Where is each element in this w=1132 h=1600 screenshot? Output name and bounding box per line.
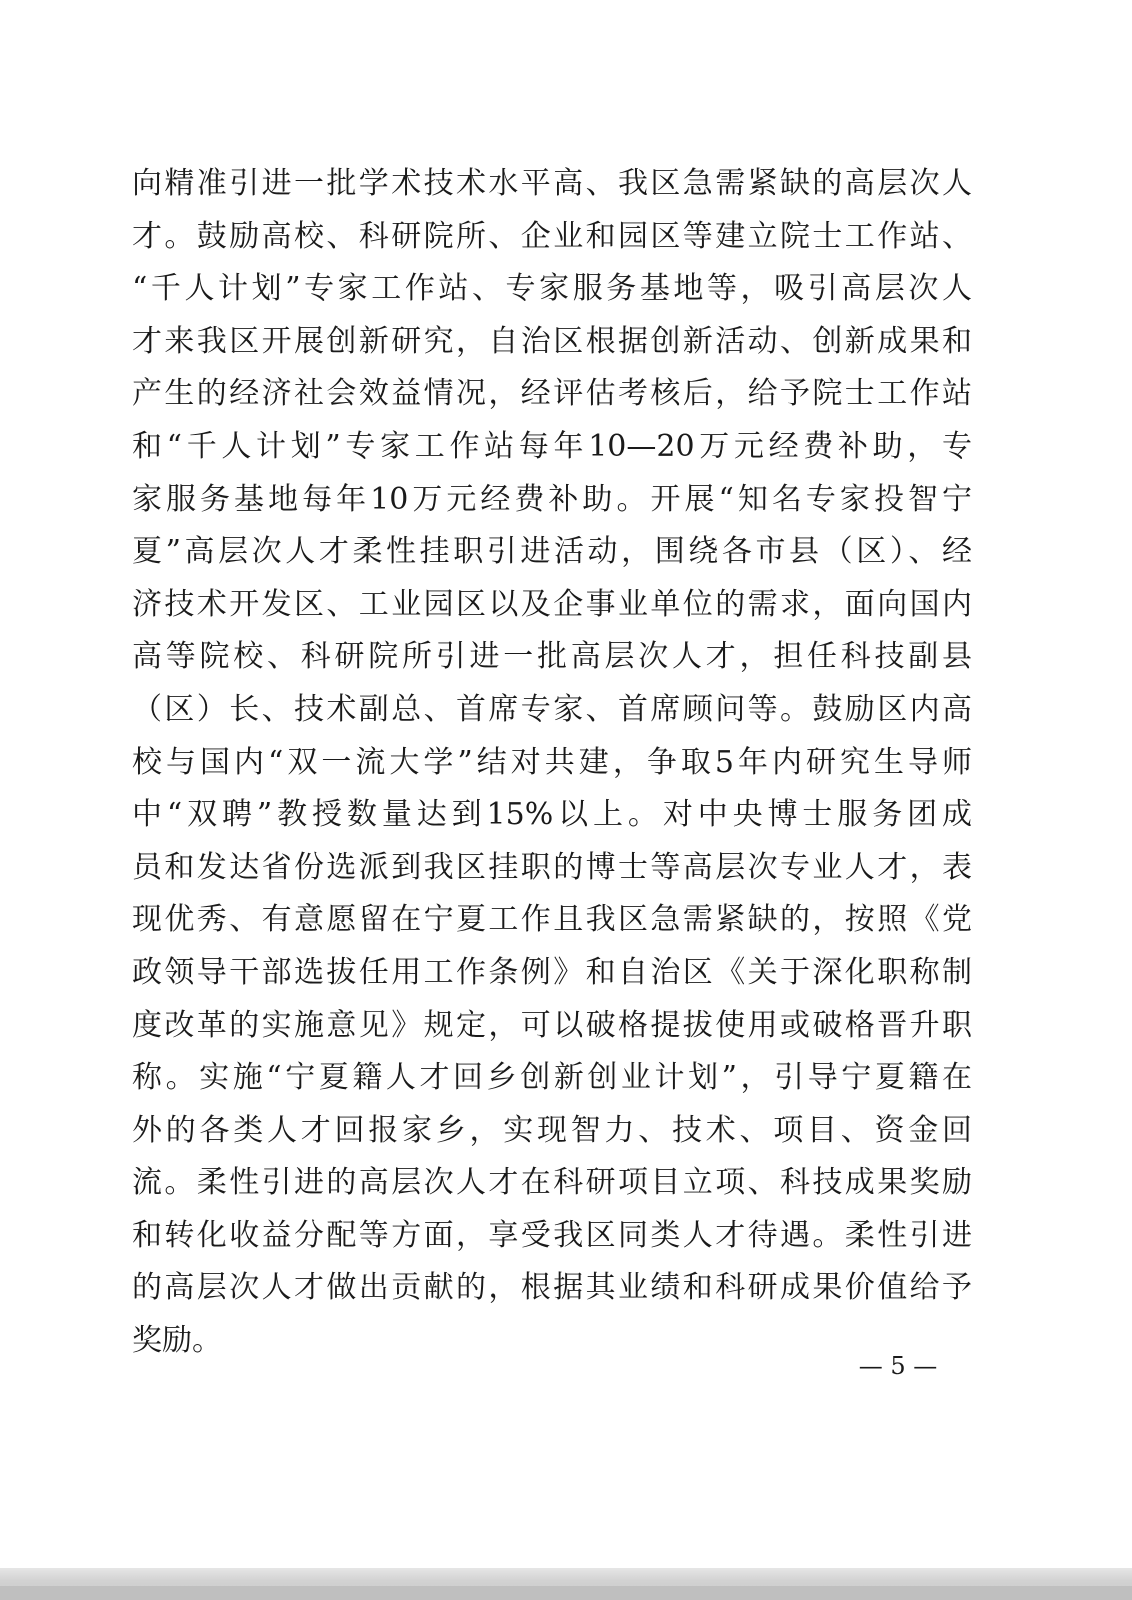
text-line: 和“千人计划”专家工作站每年10—20万元经费补助，专 <box>132 428 972 464</box>
text-line: 的高层次人才做出贡献的，根据其业绩和科研成果价值给予 <box>132 1270 972 1306</box>
text-line: 高等院校、科研院所引进一批高层次人才，担任科技副县 <box>132 639 972 675</box>
text-line: 流。柔性引进的高层次人才在科研项目立项、科技成果奖励 <box>132 1165 972 1201</box>
text-line: 才来我区开展创新研究，自治区根据创新活动、创新成果和 <box>132 323 972 359</box>
text-line: 外的各类人才回报家乡，实现智力、技术、项目、资金回 <box>132 1112 972 1148</box>
page-number: — 5 — <box>858 1352 938 1380</box>
text-line: 和转化收益分配等方面，享受我区同类人才待遇。柔性引进 <box>132 1217 972 1253</box>
body-paragraph <box>132 158 972 1368</box>
text-line: 度改革的实施意见》规定，可以破格提拔使用或破格晋升职 <box>132 1007 972 1043</box>
text-line: 员和发达省份选派到我区挂职的博士等高层次专业人才，表 <box>132 849 972 885</box>
text-line: 称。实施“宁夏籍人才回乡创新创业计划”，引导宁夏籍在 <box>132 1060 972 1096</box>
text-line: 校与国内“双一流大学”结对共建，争取5年内研究生导师 <box>132 744 972 780</box>
text-line: 中“双聘”教授数量达到15%以上。对中央博士服务团成 <box>132 797 972 833</box>
text-line: 家服务基地每年10万元经费补助。开展“知名专家投智宁 <box>132 481 972 517</box>
text-line: 现优秀、有意愿留在宁夏工作且我区急需紧缺的，按照《党 <box>132 902 972 938</box>
scan-edge-band <box>0 1586 1132 1600</box>
text-line: 产生的经济社会效益情况，经评估考核后，给予院士工作站 <box>132 376 972 412</box>
text-line: 政领导干部选拔任用工作条例》和自治区《关于深化职称制 <box>132 954 972 990</box>
text-line: 向精准引进一批学术技术水平高、我区急需紧缺的高层次人 <box>132 166 972 201</box>
text-line: 奖励。 <box>132 1323 222 1359</box>
text-line: 济技术开发区、工业园区以及企事业单位的需求，面向国内 <box>132 586 972 622</box>
text-line: 才。鼓励高校、科研院所、企业和园区等建立院士工作站、 <box>132 218 972 254</box>
text-line: “千人计划”专家工作站、专家服务基地等，吸引高层次人 <box>132 271 972 307</box>
text-line: （区）长、技术副总、首席专家、首席顾问等。鼓励区内高 <box>132 691 972 727</box>
text-line: 夏”高层次人才柔性挂职引进活动，围绕各市县（区）、经 <box>132 534 972 570</box>
